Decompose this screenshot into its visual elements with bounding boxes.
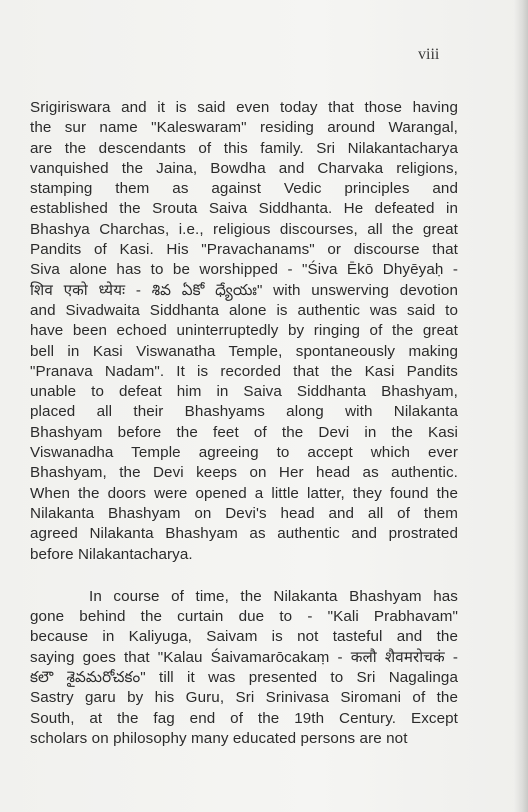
text-line: Viswanadha Temple agreeing to accept which ever — [30, 444, 458, 462]
text-line: have been echoed uninterruptedly by ringing of the great — [30, 322, 458, 340]
text-line: agreed Nilakanta Bhashyam as authentic and prostrated — [30, 525, 458, 543]
text-line: Nilakanta Bhashyam on Devi's head and all of them — [30, 504, 458, 522]
text-line: South, at the fag end of the 19th Century. Except — [30, 709, 458, 727]
page-edge-shadow — [514, 0, 528, 812]
paragraph-2 — [30, 587, 458, 749]
text-line: Bhashyam before the feet of the Devi in the Kasi — [30, 423, 458, 441]
text-line: Sastry garu by his Guru, Sri Srinivasa Siromani of the — [30, 689, 458, 707]
text-line: Siva alone has to be worshipped - "Śiva Ēkō Dhyēyaḥ - — [30, 261, 458, 279]
text-line: established the Srouta Saiva Siddhanta. He defeated in — [30, 200, 458, 218]
text-line: Bhashya Charchas, i.e., religious discourses, all the great — [30, 220, 458, 238]
text-line: In course of time, the Nilakanta Bhashyam has — [89, 587, 458, 605]
paragraph-1 — [30, 98, 458, 565]
text-line: "Pranava Nadam". It is recorded that the Kasi Pandits — [30, 362, 458, 380]
text-line: are the descendants of this family. Sri Nilakantacharya — [30, 139, 458, 157]
text-line: scholars on philosophy many educated persons are not — [30, 729, 408, 747]
text-line: placed all their Bhashyams along with Nilakanta — [30, 403, 458, 421]
text-line: stamping them as against Vedic principles and — [30, 180, 458, 198]
text-line: gone behind the curtain due to - "Kali Prabhavam" — [30, 608, 458, 626]
text-line: शिव एको ध्येयः - శివ ఏకో ధ్యేయః" with unswerving devotion — [30, 281, 458, 299]
text-line: కలౌ శైవమరోచకం" till it was presented to Sri Nagalinga — [30, 669, 458, 687]
text-line: When the doors were opened a little latter, they found the — [30, 484, 458, 502]
text-line: saying goes that "Kalau Śaivamarōcakaṃ - कलौ शैवमरोचकं - — [30, 648, 458, 666]
text-line: bell in Kasi Viswanatha Temple, spontaneously making — [30, 342, 458, 360]
text-line: unable to defeat him in Saiva Siddhanta Bhashyam, — [30, 383, 458, 401]
text-line: Pandits of Kasi. His "Pravachanams" or discourse that — [30, 241, 458, 259]
text-line: before Nilakantacharya. — [30, 545, 193, 563]
text-line: the sur name "Kaleswaram" residing around Warangal, — [30, 119, 458, 137]
paragraph-gap — [30, 565, 458, 587]
text-line: vanquished the Jaina, Bowdha and Charvaka religions, — [30, 159, 458, 177]
text-line: and Sivadwaita Siddhanta alone is authentic was said to — [30, 301, 458, 319]
text-line: Bhashyam, the Devi keeps on Her head as authentic. — [30, 464, 458, 482]
page-body — [30, 98, 458, 749]
text-line: Srigiriswara and it is said even today that those having — [30, 99, 458, 116]
page-number: viii — [418, 46, 440, 63]
text-line: because in Kaliyuga, Saivam is not tasteful and the — [30, 628, 458, 646]
